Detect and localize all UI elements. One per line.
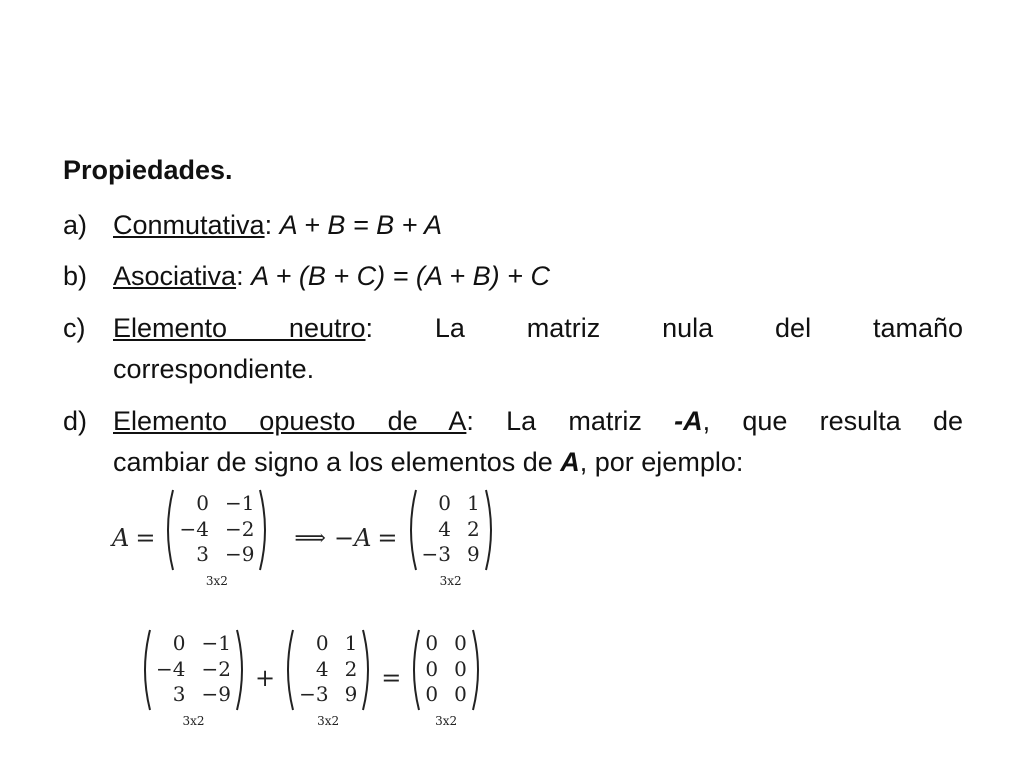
matrix-cell: −2: [224, 516, 255, 541]
matrix-cell: −3: [299, 682, 329, 707]
list-content: [113, 308, 963, 390]
matrix-cell: 0: [425, 682, 439, 707]
matrix-cell: 4: [438, 516, 452, 541]
left-paren: [407, 628, 421, 712]
matrix-dimension: 3x2: [435, 714, 458, 728]
matrix-a: [161, 488, 272, 588]
matrix-cell: 2: [467, 516, 480, 541]
property-name: Conmutativa: [113, 210, 265, 240]
left-paren: [281, 628, 295, 712]
equals-sign: =: [377, 524, 398, 552]
matrix-cell: 0: [438, 491, 452, 515]
matrix-cell: −3: [421, 542, 452, 567]
right-paren: [361, 628, 375, 712]
list-content: [113, 256, 963, 297]
equals-sign: =: [135, 524, 156, 552]
matrix-cell: 3: [172, 682, 186, 707]
matrix-body: [281, 628, 375, 712]
property-formula: A + B = B + A: [279, 210, 442, 240]
matrix-grid: [295, 628, 361, 712]
list-marker: b): [63, 261, 88, 291]
text-line: [113, 308, 963, 349]
matrix-cell: 9: [344, 682, 358, 707]
matrix-cell: −4: [156, 656, 186, 681]
left-paren: [404, 488, 418, 572]
matrix-cell: 0: [454, 656, 467, 681]
matrix-grid: [421, 628, 470, 712]
matrix-cell: −4: [179, 516, 209, 541]
property-name: Elemento opuesto de A: [113, 406, 467, 436]
property-description: , que resulta de: [702, 406, 963, 436]
plus-sign: +: [254, 664, 276, 692]
equals-sign: =: [381, 664, 402, 692]
matrix-zero: [407, 628, 484, 728]
list-marker: c): [63, 313, 86, 343]
right-paren: [258, 488, 272, 572]
list-content: [113, 205, 963, 246]
left-paren: [138, 628, 152, 712]
equation-negation: [112, 488, 498, 588]
matrix-cell: 0: [425, 631, 439, 655]
matrix-cell: 1: [344, 631, 358, 655]
text-line: [113, 442, 963, 483]
property-name: Elemento neutro: [113, 313, 366, 343]
matrix-grid: [418, 488, 484, 572]
matrix-cell: 4: [315, 656, 329, 681]
matrix-cell: −2: [201, 656, 231, 681]
property-formula: A + (B + C) = (A + B) + C: [251, 261, 550, 291]
separator: :: [264, 210, 273, 240]
property-description: : La matriz: [466, 406, 675, 436]
matrix-cell: 1: [467, 491, 480, 515]
matrix-dimension: 3x2: [182, 714, 205, 728]
list-marker: d): [63, 406, 88, 436]
list-content: [113, 401, 963, 483]
math-variable: −A: [333, 524, 372, 552]
matrix-cell: 3: [196, 542, 209, 567]
matrix-cell: −1: [201, 631, 231, 655]
right-paren: [471, 628, 485, 712]
matrix-dimension: 3x2: [205, 574, 228, 588]
matrix-cell: 0: [196, 491, 209, 515]
emphasis: A: [560, 447, 580, 477]
matrix-cell: −9: [224, 542, 255, 567]
matrix-grid: [175, 488, 258, 572]
matrix-dimension: 3x2: [317, 714, 340, 728]
matrix-cell: 0: [315, 631, 329, 655]
implies-arrow: ⟹: [294, 525, 326, 551]
property-description: : La matriz nula del tamaño: [365, 313, 963, 343]
text-line: correspondiente.: [113, 354, 315, 384]
matrix-cell: 9: [467, 542, 480, 567]
property-description: , por ejemplo:: [579, 447, 744, 477]
matrix-body: [404, 488, 498, 572]
separator: :: [236, 261, 244, 291]
property-name: Asociativa: [113, 261, 237, 291]
matrix-cell: 0: [425, 656, 439, 681]
matrix-dimension: 3x2: [439, 574, 462, 588]
matrix-cell: 0: [454, 631, 467, 655]
matrix-neg-a: [281, 628, 375, 728]
matrix-cell: 0: [172, 631, 186, 655]
matrix-cell: 2: [344, 656, 358, 681]
slide-title: Propiedades.: [63, 155, 233, 185]
property-description: cambiar de signo a los elementos de: [113, 447, 561, 477]
matrix-body: [138, 628, 249, 712]
text-line: [113, 401, 963, 442]
right-paren: [484, 488, 498, 572]
matrix-cell: 0: [454, 682, 467, 707]
matrix-cell: −1: [224, 491, 255, 515]
math-variable: A: [112, 524, 130, 552]
matrix-cell: −9: [201, 682, 231, 707]
matrix-neg-a: [404, 488, 498, 588]
matrix-grid: [152, 628, 235, 712]
right-paren: [235, 628, 249, 712]
equation-sum-zero: [138, 628, 485, 728]
matrix-body: [161, 488, 272, 572]
left-paren: [161, 488, 175, 572]
matrix-body: [407, 628, 484, 712]
list-marker: a): [63, 210, 88, 240]
emphasis: -A: [674, 406, 703, 436]
matrix-a: [138, 628, 249, 728]
